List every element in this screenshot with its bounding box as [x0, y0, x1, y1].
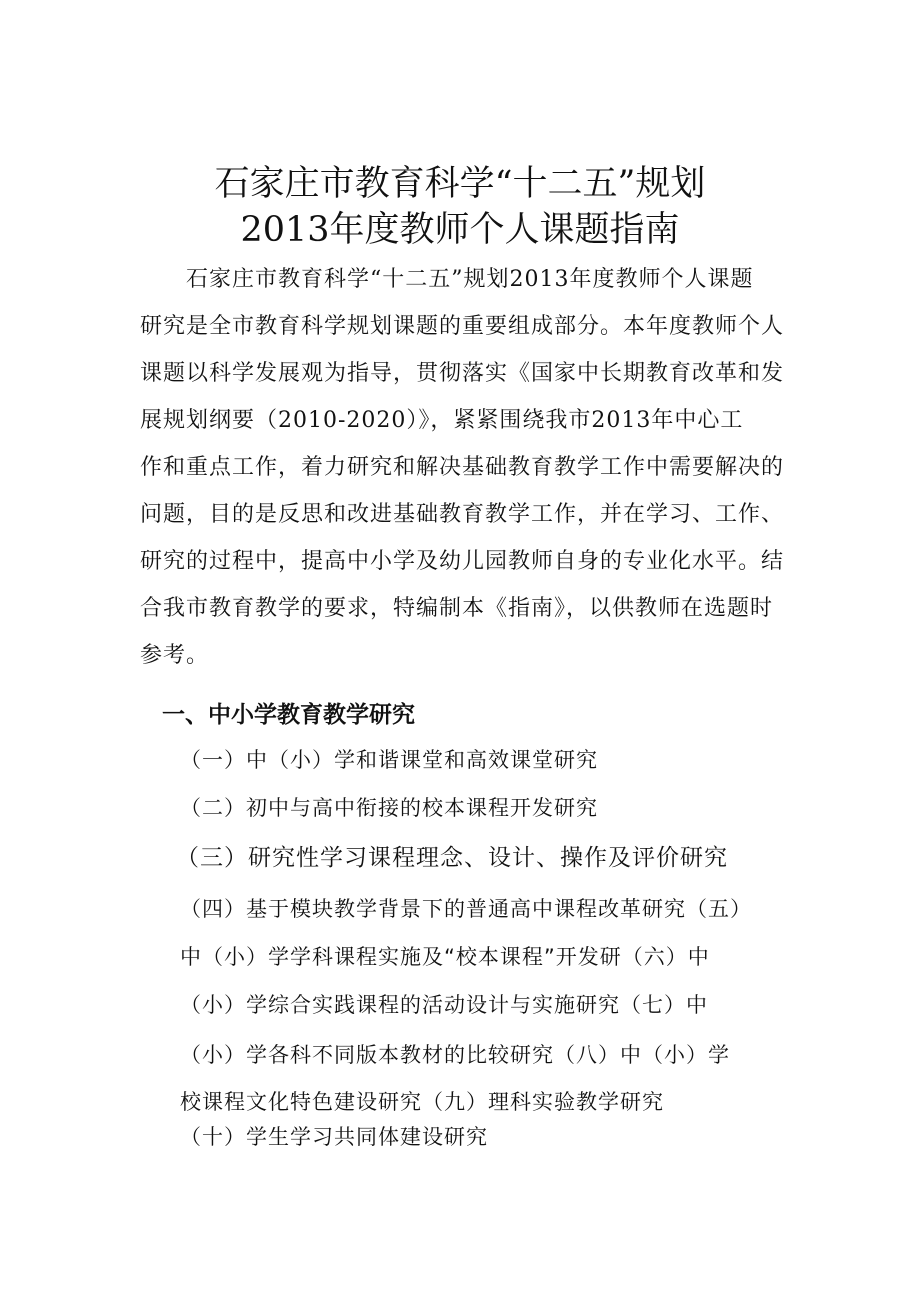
- intro-line: 参考。: [140, 643, 210, 668]
- intro-line: 合我市教育教学的要求，特编制本《指南》，以供教师在选题时: [140, 596, 774, 621]
- document-title-line-1: 石家庄市教育科学“十二五”规划: [214, 164, 706, 204]
- list-item: （小）学各科不同版本教材的比较研究（八）中（小）学: [180, 1043, 730, 1067]
- intro-line: 研究的过程中，提高中小学及幼儿园教师自身的专业化水平。结: [140, 549, 785, 574]
- list-item: （十）学生学习共同体建设研究: [180, 1125, 488, 1149]
- section-heading: 一、中小学教育教学研究: [162, 702, 415, 728]
- intro-line: 研究是全市教育科学规划课题的重要组成部分。本年度教师个人: [140, 314, 785, 339]
- intro-line: 课题以科学发展观为指导，贯彻落实《国家中长期教育改革和发: [140, 361, 785, 386]
- intro-line: 展规划纲要（2010-2020）》，紧紧围绕我市2013年中心工: [140, 408, 744, 433]
- list-item: （三）研究性学习课程理念、设计、操作及评价研究: [176, 845, 728, 871]
- intro-line: 问题，目的是反思和改进基础教育教学工作，并在学习、工作、: [140, 502, 785, 527]
- list-item: （二）初中与高中衔接的校本课程开发研究: [180, 796, 598, 820]
- list-item: 校课程文化特色建设研究（九）理科实验教学研究: [180, 1090, 664, 1114]
- list-item: （小）学综合实践课程的活动设计与实施研究（七）中: [180, 993, 708, 1017]
- document-title-line-2: 2013年度教师个人课题指南: [240, 210, 680, 250]
- intro-line: 石家庄市教育科学“十二五”规划2013年度教师个人课题: [186, 267, 754, 292]
- list-item: （一）中（小）学和谐课堂和高效课堂研究: [180, 748, 598, 772]
- list-item: （四）基于模块教学背景下的普通高中课程改革研究（五）: [180, 897, 752, 921]
- intro-line: 作和重点工作，着力研究和解决基础教育教学工作中需要解决的: [140, 455, 785, 480]
- list-item: 中（小）学学科课程实施及“校本课程”开发研（六）中: [180, 945, 710, 969]
